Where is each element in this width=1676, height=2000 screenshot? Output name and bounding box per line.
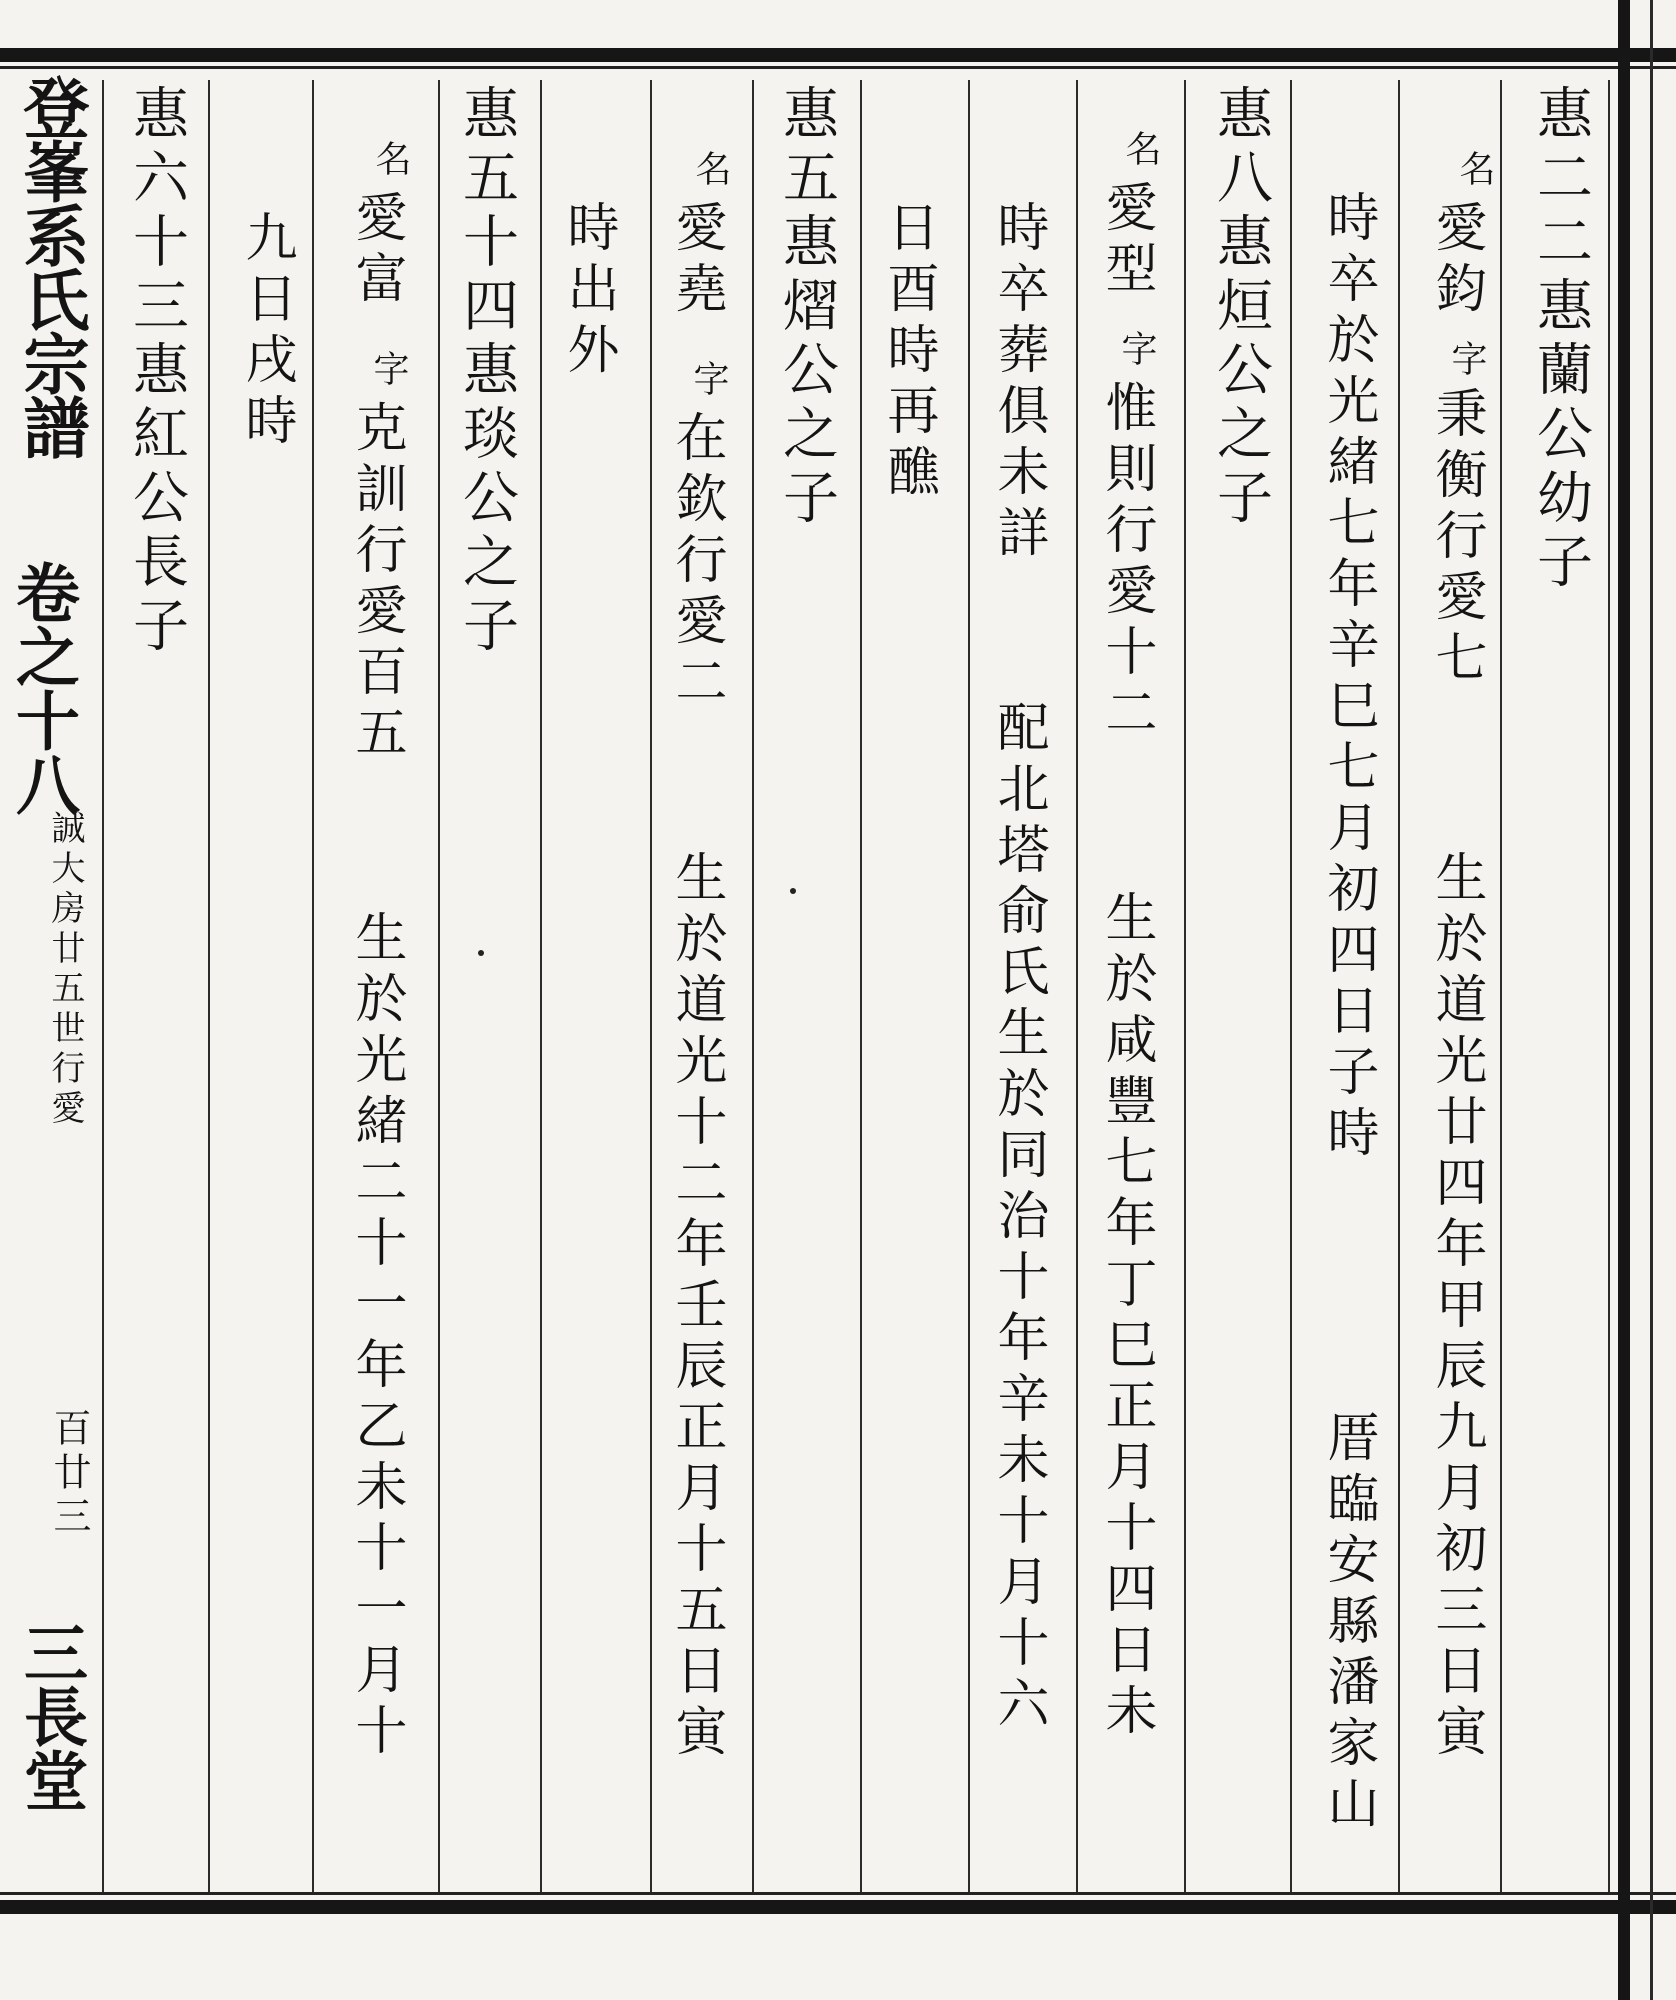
column-rule [1290,80,1292,1892]
entry-style-name: 惟則行愛十二 [1096,380,1156,746]
name-marker: 名 [690,150,731,186]
branch-label: 誠大房廿五世行愛 [45,810,85,1130]
page-number: 百廿三 [47,1408,91,1540]
style-marker: 字 [1446,340,1487,376]
page-border-bottom [0,1900,1676,1914]
entry-continuation: 時出外 [558,200,618,383]
page-border-top [0,48,1676,62]
entry-continuation: 九日戌時 [236,210,296,454]
entry-heading: 惠八惠烜公之子 [1208,84,1273,532]
ink-speck [478,950,484,956]
entry-name: 愛鈞 [1426,200,1486,322]
page-border-right-inner [1650,0,1653,2000]
column-rule [1184,80,1186,1892]
entry-heading: 惠五十四惠琰公之子 [454,84,519,660]
column-rule [438,80,440,1892]
entry-style-name: 克訓行愛百五 [346,400,406,766]
entry-death: 時卒於光緒七年辛巳七月初四日子時 [1318,190,1378,1166]
entry-name: 愛富 [346,190,406,312]
entry-birth: 生於道光十二年壬辰正月十五日寅 [666,850,726,1765]
column-rule [102,80,104,1892]
style-marker: 字 [1116,330,1157,366]
entry-name: 愛堯 [666,200,726,322]
entry-heading: 惠六十三惠紅公長子 [124,84,189,660]
entry-death: 時卒葬俱未詳 [988,200,1048,566]
column-rule [1500,80,1502,1892]
entry-birth: 生於道光廿四年甲辰九月初三日寅 [1426,850,1486,1765]
column-rule [1076,80,1078,1892]
entry-name: 愛型 [1096,180,1156,302]
page-border-bottom-inner [0,1892,1676,1895]
page-border-top-inner [0,66,1676,69]
entry-heading: 惠五惠熠公之子 [774,84,839,532]
name-marker: 名 [1454,150,1495,186]
style-marker: 字 [688,360,729,396]
column-rule [1398,80,1400,1892]
volume-label: 卷之十八 [5,560,80,816]
name-marker: 名 [370,140,411,176]
entry-style-name: 在欽行愛二 [666,410,726,715]
name-marker: 名 [1120,130,1161,166]
entry-heading: 惠二二惠蘭公幼子 [1528,84,1593,596]
entry-birth: 生於光緒二十一年乙未十一月十 [346,910,406,1764]
column-rule [968,80,970,1892]
column-rule [752,80,754,1892]
book-title: 登峯系氏宗譜 [12,74,90,458]
entry-continuation: 日酉時再醮 [878,200,938,505]
entry-spouse: 配北塔俞氏生於同治十年辛未十月十六 [988,700,1048,1737]
column-rule [540,80,542,1892]
page-border-right [1618,0,1630,2000]
column-rule [312,80,314,1892]
column-rule [1608,80,1610,1892]
entry-birth: 生於咸豐七年丁巳正月十四日未 [1096,890,1156,1744]
column-rule [860,80,862,1892]
ink-speck [790,888,796,894]
hall-name: 三長堂 [13,1620,88,1812]
column-rule [650,80,652,1892]
style-marker: 字 [368,350,409,386]
column-rule [208,80,210,1892]
entry-burial: 厝臨安縣潘家山 [1318,1410,1378,1837]
entry-style-name: 秉衡行愛七 [1426,386,1486,691]
